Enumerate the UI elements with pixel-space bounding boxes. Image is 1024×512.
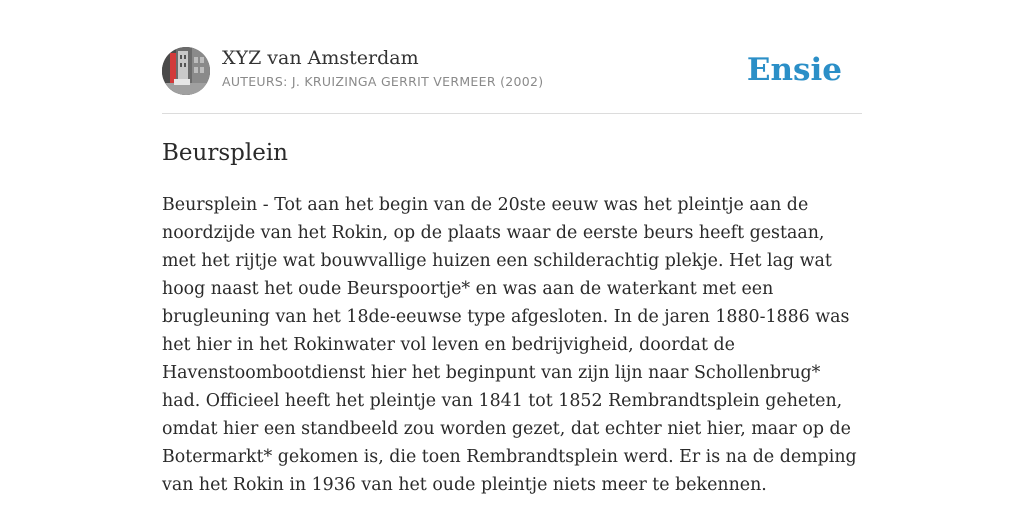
source-title[interactable]: XYZ van Amsterdam [222, 47, 419, 69]
authors-line: AUTEURS: J. KRUIZINGA GERRIT VERMEER (2002) [222, 74, 544, 89]
entry-header [162, 0, 862, 114]
avatar[interactable] [162, 47, 210, 95]
entry-card [162, 0, 862, 499]
entry-body: Beursplein - Tot aan het begin van de 20ste eeuw was het pleintje aan de noordzijde van het Rokin, op de plaats waar de eerste beurs heeft gestaan, met het rijtje wat bouwvallige huizen een schilderachtig plekje. Het lag wat hoog naast het oude Beurspoortje* en was aan de waterkant met een brugleuning van het 18de-eeuwse type afgesloten. In de jaren 1880-1886 was het hier in het Rokinwater vol leven en bedrijvigheid, doordat de Havenstoombootdienst hier het beginpunt van zijn lijn naar Schollenbrug* had. Officieel heeft het pleintje van 1841 tot 1852 Rembrandtsplein geheten, omdat hier een standbeeld zou worden gezet, dat echter niet hier, maar op de Botermarkt* gekomen is, die toen Rembrandtsplein werd. Er is na de demping van het Rokin in 1936 van het oude pleintje niets meer te bekennen. [162, 195, 857, 495]
ensie-logo-link[interactable]: Ensie [746, 52, 842, 88]
street-photo-icon [162, 47, 210, 95]
entry-heading: Beursplein [162, 140, 288, 166]
title-block [222, 46, 543, 89]
